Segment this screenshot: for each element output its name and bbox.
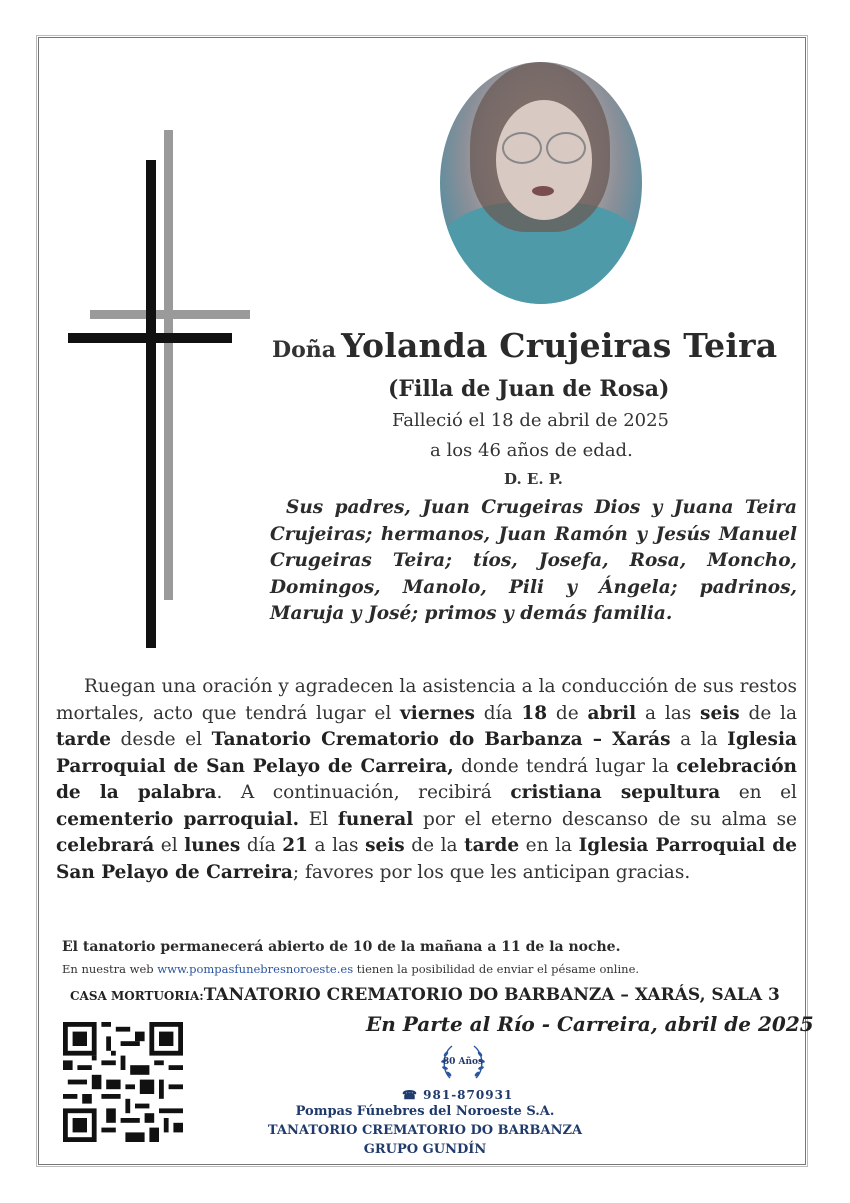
web-link[interactable]: www.pompasfunebresnoroeste.es (157, 962, 354, 976)
cross-gray-horizontal (90, 310, 250, 319)
place-date: En Parte al Río - Carreira, abril de 2025 (366, 1012, 814, 1036)
casa-label: CASA MORTUORIA: (70, 989, 204, 1003)
logo-text: 80 Años (442, 1057, 484, 1067)
casa-mortuoria (70, 985, 780, 1005)
phone-number: ☎ 981-870931 (402, 1088, 514, 1102)
family-list: Sus padres, Juan Crugeiras Dios y Juana Teira Crujeiras; hermanos, Juan Ramón y Jesús Manuel Crugeiras Teira; tíos, Josefa, Rosa, Moncho, Domingos, Manolo, Pili y Ángela; padrinos, Maruja y José; primos y demás familia. (270, 497, 797, 624)
hours-note: El tanatorio permanecerá abierto de 10 de la mañana a 11 de la noche. (62, 939, 621, 955)
cross-black-horizontal (68, 333, 232, 343)
ceremony-text: Ruegan una oración y agradecen la asistencia a la conducción de sus restos mortales, acto que tendrá lugar el viernes día 18 de abril a las seis de la tarde desde el Tanatorio Crematorio do Barbanza – Xarás a la Iglesia Parroquial de San Pelayo de Carreira, donde tendrá lugar la celebración de la palabra. A continuación, recibirá cristiana sepultura en el cementerio parroquial. El funeral por el eterno descanso de su alma se celebrará el lunes día 21 a las seis de la tarde en la Iglesia Parroquial de San Pelayo de Carreira; favores por los que les anticipan gracias. (56, 676, 798, 883)
laurel-80-anos-icon (440, 1040, 486, 1086)
dep-label: D. E. P. (504, 470, 563, 488)
group-name: GRUPO GUNDÍN (363, 1142, 487, 1157)
age: a los 46 años de edad. (430, 440, 633, 461)
nickname: (Filla de Juan de Rosa) (388, 376, 670, 402)
cross-gray-vertical (164, 130, 173, 600)
casa-value: TANATORIO CREMATORIO DO BARBANZA – XARÁS, SALA 3 (203, 985, 780, 1005)
portrait-photo (440, 62, 642, 304)
title-prefix: Doña (272, 337, 337, 363)
company-name: Pompas Fúnebres del Noroeste S.A. (295, 1104, 555, 1119)
deceased-name-line (272, 326, 808, 365)
deceased-name: Yolanda Crujeiras Teira (341, 326, 778, 365)
death-date: Falleció el 18 de abril de 2025 (392, 410, 670, 431)
web-note: En nuestra web www.pompasfunebresnoroeste.es tienen la posibilidad de enviar el pésame online. (62, 962, 640, 976)
phone-icon: ☎ (402, 1088, 418, 1102)
tanatorio-name: TANATORIO CREMATORIO DO BARBANZA (267, 1123, 583, 1138)
cross-black-vertical (146, 160, 156, 648)
